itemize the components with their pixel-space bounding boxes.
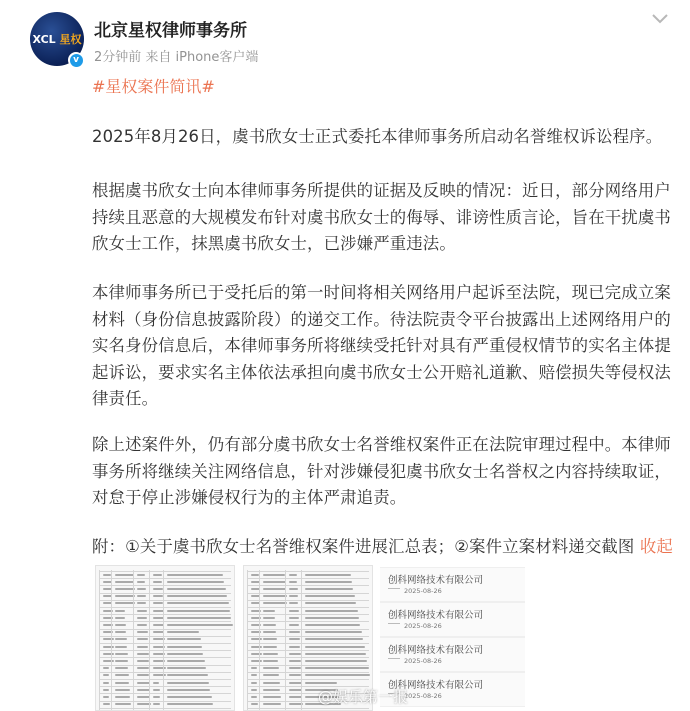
table-cell-text	[115, 574, 134, 576]
table-gridline	[99, 665, 231, 666]
table-cell-text	[137, 682, 150, 684]
screenshot-date: 2025-08-26	[404, 587, 442, 595]
table-cell-text	[167, 624, 233, 626]
table-cell-text	[167, 602, 229, 604]
table-gridline	[99, 614, 231, 615]
table-cell-text	[263, 588, 286, 590]
table-cell-text	[305, 674, 370, 676]
table-cell-text	[305, 682, 337, 684]
table-gridline	[247, 570, 248, 710]
table-cell-text	[153, 581, 162, 583]
table-cell-text	[263, 646, 277, 648]
attachment-line	[92, 534, 678, 561]
table-cell-text	[167, 646, 202, 648]
table-cell-text	[263, 631, 276, 633]
topic-tag[interactable]: #星权案件简讯#	[92, 77, 215, 96]
table-gridline	[247, 657, 369, 658]
table-cell-text	[115, 638, 127, 640]
table-cell-text	[103, 703, 110, 705]
table-cell-text	[153, 674, 166, 676]
table-cell-text	[167, 689, 210, 691]
table-cell-text	[115, 610, 125, 612]
table-gridline	[247, 672, 369, 673]
table-gridline	[163, 570, 164, 710]
filing-screenshot-image[interactable]	[380, 637, 525, 672]
filing-screenshot-image[interactable]	[380, 567, 525, 602]
table-cell-text	[305, 653, 366, 655]
table-cell-text	[137, 595, 146, 597]
table-cell-text	[251, 667, 257, 669]
table-cell-text	[263, 602, 287, 604]
table-gridline	[99, 600, 231, 601]
table-cell-text	[251, 646, 262, 648]
table-cell-text	[137, 617, 147, 619]
table-cell-text	[167, 638, 201, 640]
table-cell-text	[137, 624, 147, 626]
table-cell-text	[289, 631, 300, 633]
table-cell-text	[167, 653, 203, 655]
screenshot-company: 创科网络技术有限公司	[388, 680, 484, 691]
table-cell-text	[289, 624, 299, 626]
table-cell-text	[137, 581, 145, 583]
table-cell-text	[103, 696, 109, 698]
table-cell-text	[103, 689, 109, 691]
table-cell-text	[289, 581, 297, 583]
table-gridline	[247, 593, 369, 594]
table-cell-text	[137, 653, 149, 655]
table-cell-text	[263, 682, 280, 684]
table-cell-text	[289, 660, 301, 662]
table-cell-text	[153, 689, 160, 691]
table-cell-text	[251, 696, 257, 698]
screenshot-date: 2025-08-26	[404, 692, 442, 700]
table-cell-text	[251, 682, 257, 684]
post-header	[30, 10, 670, 70]
table-gridline	[99, 679, 231, 680]
table-cell-text	[137, 588, 146, 590]
account-name[interactable]: 北京星权律师事务所	[94, 21, 247, 41]
table-gridline	[133, 570, 134, 710]
post-paragraph: 2025年8月26日，虞书欣女士正式委托本律师事务所启动名誉维权诉讼程序。	[92, 127, 663, 146]
screenshot-date: 2025-08-26	[404, 622, 442, 630]
table-gridline	[99, 593, 231, 594]
table-cell-text	[251, 660, 262, 662]
table-gridline	[99, 650, 231, 651]
table-cell-text	[289, 667, 301, 669]
table-cell-text	[115, 667, 128, 669]
table-cell-text	[167, 674, 208, 676]
table-cell-text	[305, 574, 351, 576]
table-cell-text	[263, 610, 275, 612]
table-gridline	[149, 570, 150, 710]
watermark: @娱乐第一报	[318, 688, 409, 706]
table-cell-text	[167, 631, 199, 633]
table-cell-text	[305, 638, 363, 640]
table-cell-text	[289, 646, 300, 648]
table-cell-text	[167, 667, 206, 669]
table-gridline	[259, 570, 260, 710]
table-cell-text	[263, 653, 278, 655]
table-gridline	[247, 578, 369, 579]
table-cell-text	[115, 646, 127, 648]
table-cell-text	[115, 588, 135, 590]
table-cell-text	[153, 682, 159, 684]
table-gridline	[99, 571, 231, 572]
table-cell-text	[263, 696, 281, 698]
post-paragraph: 根据虞书欣女士向本律师事务所提供的证据及反映的情况：近日，部分网络用户持续且恶意的大规模发布针对虞书欣女士的侮辱、诽谤性质言论，旨在干扰虞书欣女士工作，抹黑虞书欣女士，已涉嫌严重违法。	[92, 181, 671, 253]
table-cell-text	[115, 653, 128, 655]
table-cell-text	[137, 631, 148, 633]
table-cell-text	[263, 617, 275, 619]
table-cell-text	[305, 660, 367, 662]
table-cell-text	[305, 581, 352, 583]
table-cell-text	[251, 703, 258, 705]
table-cell-text	[251, 689, 257, 691]
table-cell-text	[137, 602, 146, 604]
table-cell-text	[137, 638, 148, 640]
table-cell-text	[263, 667, 279, 669]
table-gridline	[285, 570, 286, 710]
table-gridline	[301, 570, 302, 710]
table-cell-text	[289, 595, 298, 597]
table-cell-text	[137, 646, 148, 648]
table-cell-text	[153, 595, 163, 597]
table-gridline	[247, 643, 369, 644]
attachment-text: 附：①关于虞书欣女士名誉维权案件进展汇总表；②案件立案材料递交截图	[92, 537, 635, 556]
table-gridline	[247, 585, 369, 586]
table-cell-text	[263, 595, 287, 597]
table-gridline	[247, 600, 369, 601]
table-gridline	[247, 650, 369, 651]
table-gridline	[99, 686, 231, 687]
table-cell-text	[305, 595, 355, 597]
summary-table-image[interactable]	[95, 565, 235, 711]
table-cell-text	[263, 624, 276, 626]
table-cell-text	[289, 682, 302, 684]
table-gridline	[99, 629, 231, 630]
table-cell-text	[263, 660, 278, 662]
table-cell-text	[305, 631, 362, 633]
table-cell-text	[167, 660, 205, 662]
table-cell-text	[167, 682, 209, 684]
table-cell-text	[305, 667, 369, 669]
table-cell-text	[167, 595, 227, 597]
table-cell-text	[263, 674, 279, 676]
table-cell-text	[289, 653, 301, 655]
table-cell-text	[115, 689, 130, 691]
table-cell-text	[115, 595, 135, 597]
table-cell-text	[115, 674, 129, 676]
table-cell-text	[153, 574, 162, 576]
table-cell-text	[305, 610, 358, 612]
table-cell-text	[137, 574, 145, 576]
verified-badge-icon: v	[68, 52, 84, 68]
table-cell-text	[305, 646, 365, 648]
table-cell-text	[167, 581, 224, 583]
avatar-logo: XCL 星权	[32, 33, 82, 46]
table-cell-text	[167, 588, 226, 590]
table-cell-text	[305, 617, 359, 619]
table-cell-text	[263, 638, 277, 640]
table-gridline	[111, 570, 112, 710]
filing-screenshot-image[interactable]	[380, 602, 525, 637]
table-gridline	[247, 629, 369, 630]
table-gridline	[99, 708, 231, 709]
table-cell-text	[153, 588, 163, 590]
post-meta: 2分钟前 来自 iPhone客户端	[94, 50, 259, 65]
screenshot-company: 创科网络技术有限公司	[388, 645, 484, 656]
table-cell-text	[289, 588, 298, 590]
table-gridline	[247, 708, 369, 709]
table-gridline	[247, 636, 369, 637]
table-gridline	[247, 665, 369, 666]
table-gridline	[99, 578, 231, 579]
table-cell-text	[263, 581, 286, 583]
table-gridline	[99, 621, 231, 622]
table-cell-text	[153, 696, 160, 698]
table-cell-text	[115, 660, 128, 662]
table-gridline	[99, 643, 231, 644]
table-gridline	[99, 585, 231, 586]
screenshot-date: 2025-08-26	[404, 657, 442, 665]
table-gridline	[99, 701, 231, 702]
table-cell-text	[289, 574, 297, 576]
table-cell-text	[263, 703, 281, 705]
screenshot-company: 创科网络技术有限公司	[388, 575, 484, 586]
table-cell-text	[103, 674, 109, 676]
table-cell-text	[289, 602, 298, 604]
table-cell-text	[153, 602, 163, 604]
table-cell-text	[137, 674, 149, 676]
table-cell-text	[153, 610, 164, 612]
table-cell-text	[103, 653, 114, 655]
table-gridline	[99, 657, 231, 658]
table-cell-text	[289, 674, 301, 676]
table-gridline	[99, 570, 100, 710]
table-cell-text	[263, 574, 285, 576]
table-cell-text	[289, 610, 299, 612]
table-cell-text	[167, 574, 223, 576]
table-cell-text	[115, 617, 125, 619]
table-cell-text	[103, 667, 109, 669]
table-cell-text	[115, 624, 126, 626]
table-cell-text	[167, 703, 213, 705]
table-cell-text	[251, 653, 262, 655]
table-cell-text	[115, 696, 130, 698]
table-gridline	[247, 607, 369, 608]
table-gridline	[247, 679, 369, 680]
table-gridline	[247, 614, 369, 615]
table-cell-text	[289, 617, 299, 619]
post-paragraph: 除上述案件外，仍有部分虞书欣女士名誉维权案件正在法院审理过程中。本律师事务所将继续关注网络信息，针对涉嫌侵犯虞书欣女士名誉权之内容持续取证，对怠于停止涉嫌侵权行为的主体严肃追责。	[92, 435, 671, 507]
chevron-down-icon[interactable]	[650, 12, 670, 26]
table-cell-text	[115, 631, 126, 633]
table-cell-text	[137, 610, 147, 612]
table-cell-text	[115, 682, 129, 684]
table-cell-text	[251, 674, 257, 676]
table-cell-text	[103, 660, 114, 662]
table-cell-text	[263, 689, 280, 691]
table-cell-text	[137, 667, 149, 669]
table-cell-text	[103, 646, 114, 648]
post-paragraph: 本律师事务所已于受托后的第一时间将相关网络用户起诉至法院，现已完成立案材料（身份信息披露阶段）的递交工作。待法院责令平台披露出上述网络用户的实名身份信息后，本律师事务所将继续受托针对具有严重侵权情节的实名主体提起诉讼，要求实名主体依法承担向虞书欣女士公开赔礼道歉、赔偿损失等侵权法律责任。	[92, 283, 671, 408]
table-gridline	[247, 621, 369, 622]
table-cell-text	[137, 660, 149, 662]
table-cell-text	[103, 682, 109, 684]
table-cell-text	[153, 703, 160, 705]
table-gridline	[99, 636, 231, 637]
table-cell-text	[115, 703, 131, 705]
screenshot-company: 创科网络技术有限公司	[388, 610, 484, 621]
table-cell-text	[305, 624, 360, 626]
table-gridline	[247, 571, 369, 572]
table-gridline	[99, 607, 231, 608]
table-cell-text	[115, 581, 134, 583]
table-gridline	[99, 672, 231, 673]
table-cell-text	[305, 602, 356, 604]
table-cell-text	[167, 696, 212, 698]
table-cell-text	[305, 588, 353, 590]
table-gridline	[99, 693, 231, 694]
table-cell-text	[167, 617, 231, 619]
table-cell-text	[289, 638, 300, 640]
collapse-link[interactable]: 收起	[639, 537, 673, 556]
table-cell-text	[167, 610, 230, 612]
